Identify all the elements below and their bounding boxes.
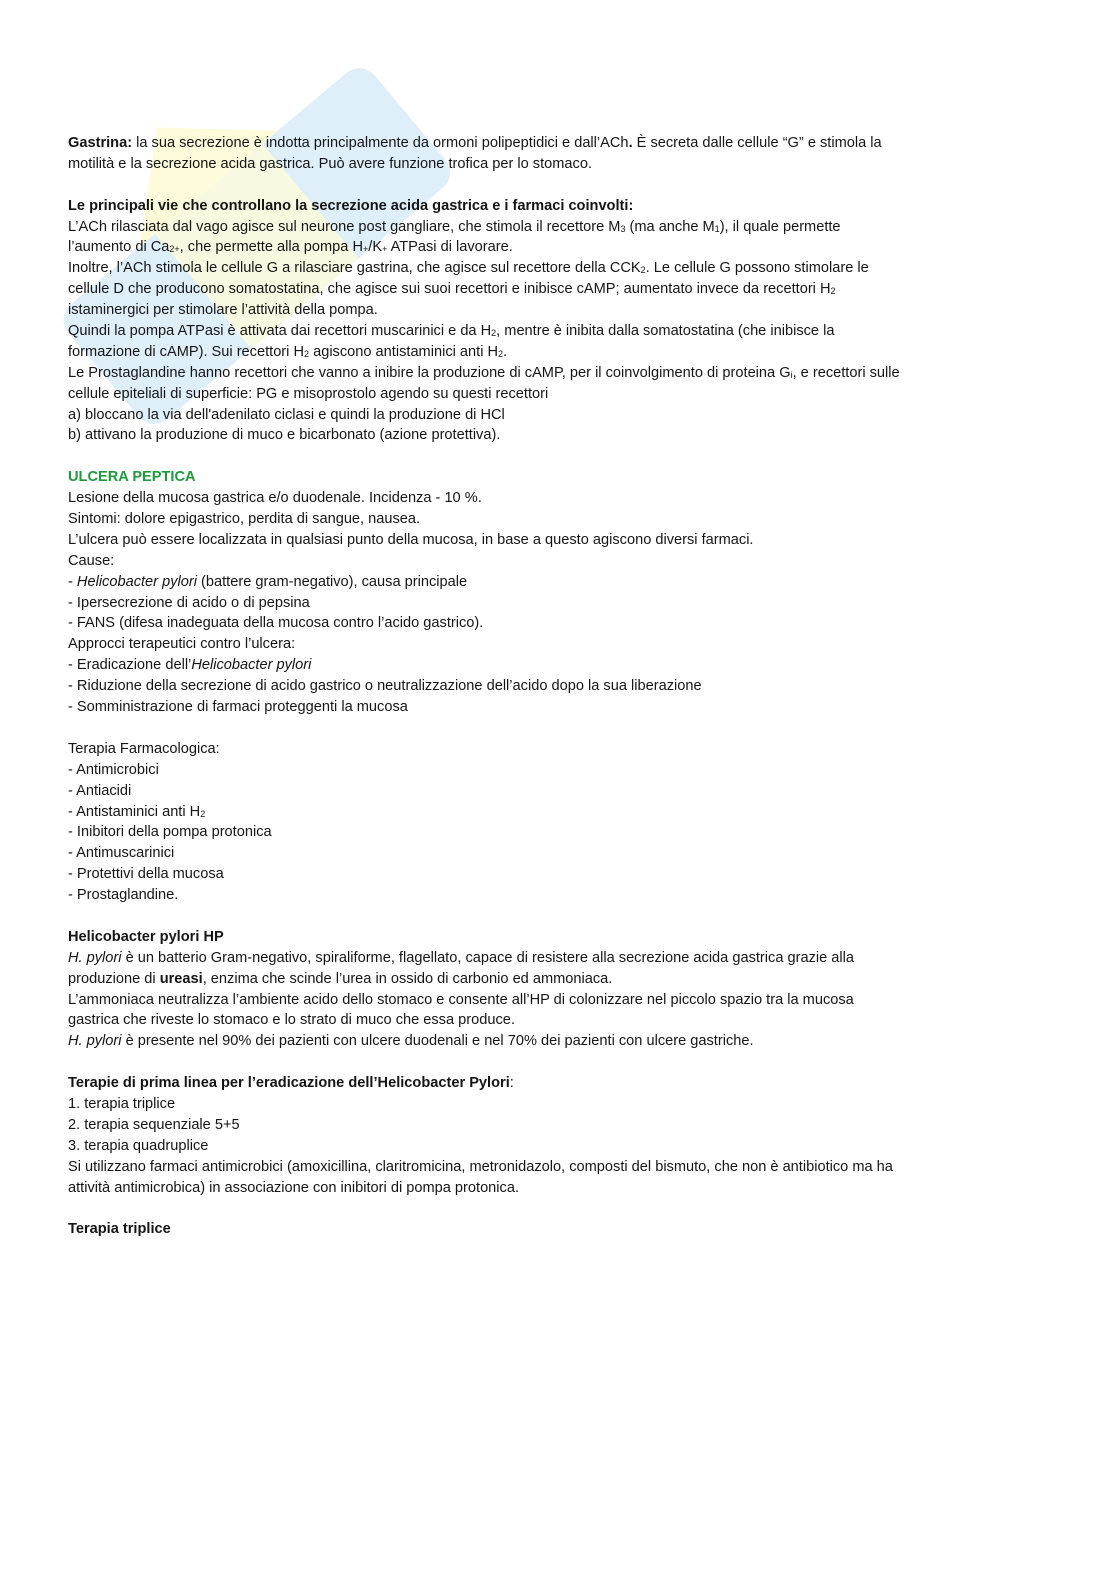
text-segment: - Ipersecrezione di acido o di pepsina bbox=[68, 594, 310, 611]
section-heading: ULCERA PEPTICA bbox=[68, 469, 196, 486]
text-line bbox=[68, 467, 1078, 488]
text-segment: è presente nel 90% dei pazienti con ulcere duodenali e nel 70% dei pazienti con ulcere gastriche. bbox=[121, 1033, 754, 1050]
text-segment: - bbox=[68, 573, 77, 590]
text-segment: , e recettori sulle bbox=[792, 364, 900, 381]
text-segment: - Antiacidi bbox=[68, 782, 132, 799]
blank-line bbox=[68, 1052, 1078, 1073]
text-segment: Helicobacter pylori bbox=[191, 657, 312, 674]
text-segment: 1 bbox=[714, 223, 720, 234]
blank-line bbox=[68, 718, 1078, 739]
bold-text: Terapie di prima linea per l’eradicazione dell’Helicobacter Pylori bbox=[68, 1075, 510, 1092]
text-segment: ATPasi di lavorare. bbox=[387, 239, 513, 256]
text-line bbox=[68, 237, 1078, 258]
text-segment: - Antimicrobici bbox=[68, 761, 159, 778]
text-line bbox=[68, 864, 1078, 885]
bold-text: ureasi bbox=[159, 970, 203, 987]
text-line bbox=[68, 822, 1078, 843]
text-segment: , che permette alla pompa H bbox=[179, 239, 363, 256]
text-segment: è un batterio Gram-negativo, spiraliforme, flagellato, capace di resistere alla secrezione acida gastrica grazie alla bbox=[121, 949, 855, 966]
text-line bbox=[68, 781, 1078, 802]
text-segment: Helicobacter pylori bbox=[76, 573, 197, 590]
text-line bbox=[68, 279, 1078, 300]
text-segment: 2. terapia sequenziale 5+5 bbox=[68, 1116, 240, 1133]
bold-text: Helicobacter pylori HP bbox=[68, 928, 224, 945]
text-segment: - FANS (difesa inadeguata della mucosa contro l’acido gastrico). bbox=[68, 615, 484, 632]
blank-line bbox=[68, 446, 1078, 467]
text-segment: Sintomi: dolore epigastrico, perdita di sangue, nausea. bbox=[68, 511, 421, 528]
text-line bbox=[68, 509, 1078, 530]
text-segment: 2 bbox=[498, 348, 504, 359]
text-line bbox=[68, 927, 1078, 948]
text-segment: 3. terapia quadruplice bbox=[68, 1137, 209, 1154]
text-segment: - Eradicazione dell’ bbox=[68, 657, 192, 674]
text-segment: gastrica che riveste lo stomaco e lo strato di muco che essa produce. bbox=[68, 1012, 515, 1029]
text-segment: H. pylori bbox=[68, 949, 122, 966]
text-line bbox=[68, 1010, 1078, 1031]
text-segment: L’ulcera può essere localizzata in qualsiasi punto della mucosa, in base a questo agiscono diversi farmaci. bbox=[68, 531, 754, 548]
text-segment: 2 bbox=[200, 808, 206, 819]
text-segment: + bbox=[382, 244, 388, 255]
text-segment: Cause: bbox=[68, 552, 115, 569]
text-segment: - Protettivi della mucosa bbox=[68, 866, 224, 883]
bold-text: Terapia triplice bbox=[68, 1221, 171, 1238]
text-line bbox=[68, 572, 1078, 593]
text-line bbox=[68, 655, 1078, 676]
text-line bbox=[68, 613, 1078, 634]
text-line bbox=[68, 1094, 1078, 1115]
text-segment: b) attivano la produzione di muco e bicarbonato (azione protettiva). bbox=[68, 427, 501, 444]
text-segment: , enzima che scinde l’urea in ossido di carbonio ed ammoniaca. bbox=[202, 970, 613, 987]
text-line bbox=[68, 363, 1078, 384]
text-line bbox=[68, 1219, 1078, 1240]
text-segment: cellule D che producono somatostatina, che agisce sui suoi recettori e inibisce cAMP; aumentato invece da recettori H bbox=[68, 281, 831, 298]
bold-text: Gastrina: bbox=[68, 135, 133, 151]
text-line bbox=[68, 1157, 1078, 1178]
text-segment: H. pylori bbox=[68, 1033, 122, 1050]
text-segment: agiscono antistaminici anti H bbox=[309, 343, 499, 360]
blank-line bbox=[68, 175, 1078, 196]
text-line bbox=[68, 969, 1078, 990]
text-segment: - Antistaminici anti H bbox=[68, 803, 201, 820]
text-line bbox=[68, 802, 1078, 823]
text-segment: formazione di cAMP). Sui recettori H bbox=[68, 343, 305, 360]
text-segment: attività antimicrobica) in associazione con inibitori di pompa protonica. bbox=[68, 1179, 520, 1196]
text-segment: cellule epiteliali di superficie: PG e misoprostolo agendo su questi recettori bbox=[68, 385, 549, 402]
text-line bbox=[68, 300, 1078, 321]
text-segment: . Le cellule G possono stimolare le bbox=[645, 260, 869, 277]
text-line bbox=[68, 634, 1078, 655]
text-line bbox=[68, 885, 1078, 906]
text-segment: 2+ bbox=[169, 244, 180, 255]
text-segment: 3 bbox=[620, 223, 626, 234]
text-segment: Terapia Farmacologica: bbox=[68, 740, 220, 757]
text-segment: (ma anche M bbox=[625, 218, 715, 235]
text-line bbox=[68, 1178, 1078, 1199]
text-segment: - Somministrazione di farmaci proteggenti la mucosa bbox=[68, 699, 408, 716]
text-line bbox=[68, 593, 1078, 614]
text-segment: la sua secrezione è indotta principalmente da ormoni polipeptidici e dall’ACh bbox=[132, 135, 629, 151]
text-segment: i bbox=[790, 369, 793, 380]
text-segment: Lesione della mucosa gastrica e/o duodenale. Incidenza - 10 %. bbox=[68, 490, 482, 507]
bold-text: Le principali vie che controllano la secrezione acida gastrica e i farmaci coinvolti: bbox=[68, 197, 634, 214]
text-line bbox=[68, 551, 1078, 572]
text-segment: /K bbox=[368, 239, 383, 256]
blank-line bbox=[68, 1198, 1078, 1219]
text-line bbox=[68, 697, 1078, 718]
text-line bbox=[68, 990, 1078, 1011]
text-line bbox=[68, 384, 1078, 405]
text-line bbox=[68, 843, 1078, 864]
text-segment: Le Prostaglandine hanno recettori che vanno a inibire la produzione di cAMP, per il coinvolgimento di proteina G bbox=[68, 364, 791, 381]
text-line bbox=[68, 342, 1078, 363]
text-segment: - Antimuscarinici bbox=[68, 845, 175, 862]
text-line bbox=[68, 1115, 1078, 1136]
text-segment: + bbox=[363, 244, 369, 255]
text-segment: 2 bbox=[491, 328, 497, 339]
text-segment: - Prostaglandine. bbox=[68, 887, 179, 904]
text-segment: - Inibitori della pompa protonica bbox=[68, 824, 272, 841]
text-segment: , mentre è inibita dalla somatostatina (che inibisce la bbox=[496, 323, 835, 340]
text-line bbox=[68, 760, 1078, 781]
text-line bbox=[68, 488, 1078, 509]
text-segment: Quindi la pompa ATPasi è attivata dai recettori muscarinici e da H bbox=[68, 323, 492, 340]
text-line bbox=[68, 1073, 1078, 1094]
text-segment: motilità e la secrezione acida gastrica. Può avere funzione trofica per lo stomaco. bbox=[68, 155, 593, 172]
text-line bbox=[68, 530, 1078, 551]
text-segment: L’ACh rilasciata dal vago agisce sul neurone post gangliare, che stimola il recettore M bbox=[68, 218, 621, 235]
text-line bbox=[68, 1031, 1078, 1052]
text-segment: a) bloccano la via dell'adenilato ciclasi e quindi la produzione di HCl bbox=[68, 406, 505, 423]
text-segment: 1. terapia triplice bbox=[68, 1095, 176, 1112]
text-segment: (battere gram-negativo), causa principale bbox=[196, 573, 468, 590]
text-line bbox=[68, 405, 1078, 426]
text-segment: 2 bbox=[640, 265, 646, 276]
text-line bbox=[68, 739, 1078, 760]
text-line bbox=[68, 217, 1078, 238]
text-line bbox=[68, 425, 1078, 446]
text-line bbox=[68, 676, 1078, 697]
text-segment: . bbox=[503, 343, 508, 360]
text-segment: Inoltre, l’ACh stimola le cellule G a rilasciare gastrina, che agisce sul recettore della CCK bbox=[68, 260, 641, 277]
text-segment: È secreta dalle cellule “G” e stimola la bbox=[632, 135, 882, 151]
text-segment: ), il quale permette bbox=[719, 218, 841, 235]
bold-text: . bbox=[628, 135, 633, 151]
text-line bbox=[68, 133, 1078, 154]
text-line bbox=[68, 258, 1078, 279]
blank-line bbox=[68, 906, 1078, 927]
text-segment: L’ammoniaca neutralizza l’ambiente acido dello stomaco e consente all’HP di colonizzare nel piccolo spazio tra la mucosa bbox=[68, 991, 854, 1008]
text-segment: Approcci terapeutici contro l’ulcera: bbox=[68, 636, 296, 653]
text-segment: istaminergici per stimolare l’attività della pompa. bbox=[68, 302, 378, 319]
text-line bbox=[68, 154, 1078, 175]
text-line bbox=[68, 1136, 1078, 1157]
text-line bbox=[68, 321, 1078, 342]
text-segment: - Riduzione della secrezione di acido gastrico o neutralizzazione dell’acido dopo la sua liberazione bbox=[68, 678, 702, 695]
text-segment: : bbox=[509, 1075, 514, 1092]
text-segment: 2 bbox=[830, 286, 836, 297]
text-segment: 2 bbox=[304, 348, 310, 359]
text-segment: Si utilizzano farmaci antimicrobici (amoxicillina, claritromicina, metronidazolo, composti del bismuto, che non è antibiotico ma ha bbox=[68, 1158, 893, 1175]
text-line bbox=[68, 948, 1078, 969]
text-segment: l’aumento di Ca bbox=[68, 239, 170, 256]
text-line bbox=[68, 196, 1078, 217]
text-segment: produzione di bbox=[68, 970, 160, 987]
document-body bbox=[68, 133, 1078, 1240]
